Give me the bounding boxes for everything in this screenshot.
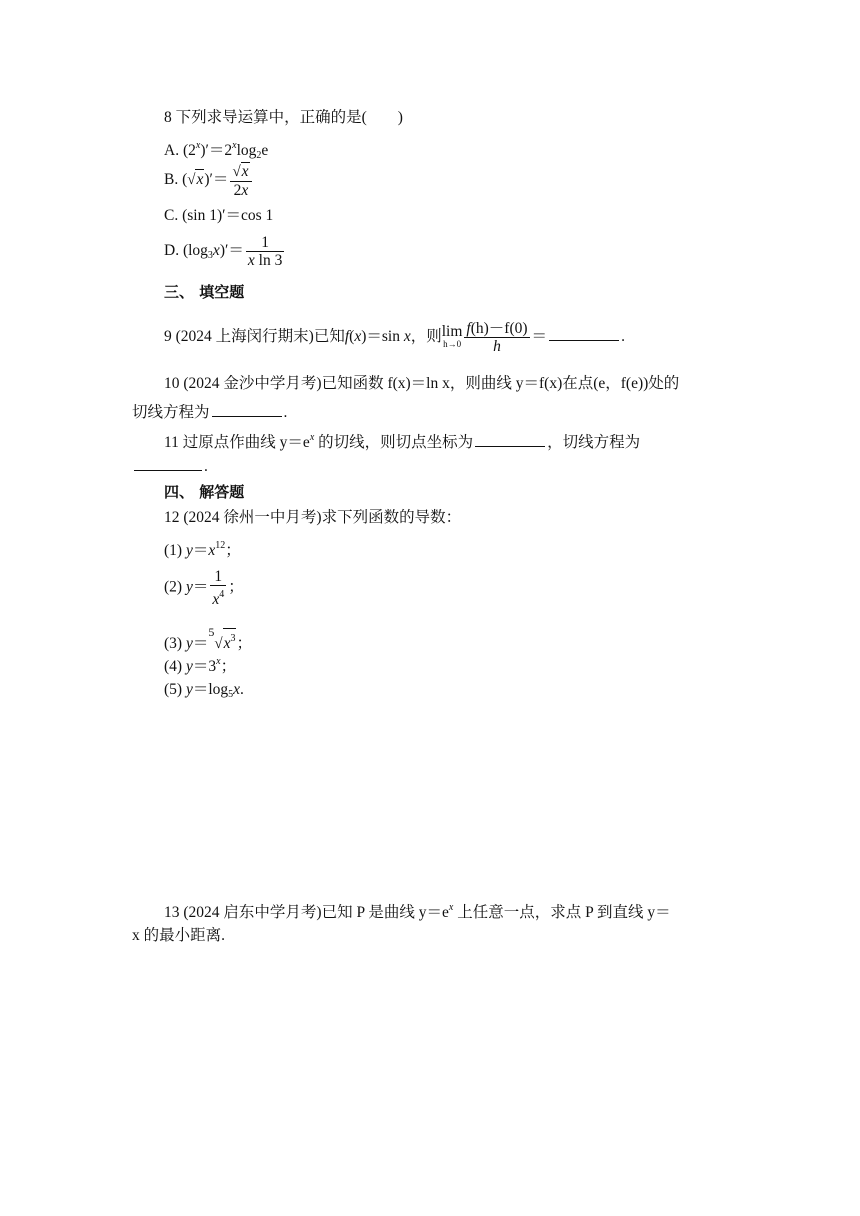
q9-fraction: $\frac{f(h)-f(0)}{h}$ (466, 320, 528, 355)
q8-option-c: C. (sin 1)′＝cos 1 (164, 207, 274, 224)
section-3-heading: 三、 填空题 (164, 283, 245, 301)
section-4-heading: 四、 解答题 (164, 483, 245, 501)
q9-answer-blank[interactable] (549, 326, 619, 341)
q13-line2: x 的最小距离. (132, 927, 226, 944)
q12-part5: (5) $y=\log_5x$. (164, 681, 244, 700)
q10-answer-blank[interactable] (212, 402, 282, 417)
q12-part3: (3) $y=^5√x^3$； (164, 625, 252, 652)
q12-part1: (1) $y=x^{12}$； (164, 540, 241, 559)
q12-part2-fraction: $\frac{1}{x^4}$ (212, 568, 225, 608)
q8-b-fraction: $\frac{√x}{2x}$ (230, 162, 251, 199)
q8-d-fraction: $\frac{1}{\text{x ln 3}}$ (247, 234, 283, 269)
q10-line1: 10 (2024 金沙中学月考)已知函数 f(x)＝ln x，则曲线 y＝f(x)在点(e，f(e))处的 (164, 375, 680, 392)
q11-point-blank[interactable] (475, 432, 545, 447)
q12-part4: (4) $y=3^x$； (164, 656, 237, 675)
q11-equation-blank[interactable] (134, 456, 202, 471)
q9: 9 (2024 上海闵行期末)已知f(x)＝sin x，则lim h→0 $\frac{f(h)-f(0)}{h}$ ＝ . (164, 320, 625, 355)
q8-stem: 8 下列求导运算中，正确的是( ) (164, 109, 403, 126)
q13-line1: 13 (2024 启东中学月考)已知 P 是曲线 $y=e^x$ 上任意一点，求点 P 到直线 y＝ (164, 902, 671, 921)
q12-part2: (2) y＝ $\frac{1}{x^4}$ ； (164, 568, 244, 608)
q10-line2: 切线方程为 . (132, 404, 288, 421)
q11-line2: . (132, 456, 208, 477)
q11-line1: 11 过原点作曲线 $y=e^x$ 的切线，则切点坐标为 ，切线方程为 (164, 432, 641, 451)
q12-stem: 12 (2024 徐州一中月考)求下列函数的导数： (164, 509, 462, 526)
q8-option-b: B. (√x)′＝ $\frac{√x}{2x}$ (164, 162, 254, 199)
q8-option-d: D. $(\log_3x)'=$ $\frac{1}{\text{x ln 3}}$ (164, 234, 283, 269)
q8-option-a: A. $(2^x)'=2^x\log_2e$ (164, 140, 269, 161)
q9-limit: lim h→0 (441, 322, 463, 349)
